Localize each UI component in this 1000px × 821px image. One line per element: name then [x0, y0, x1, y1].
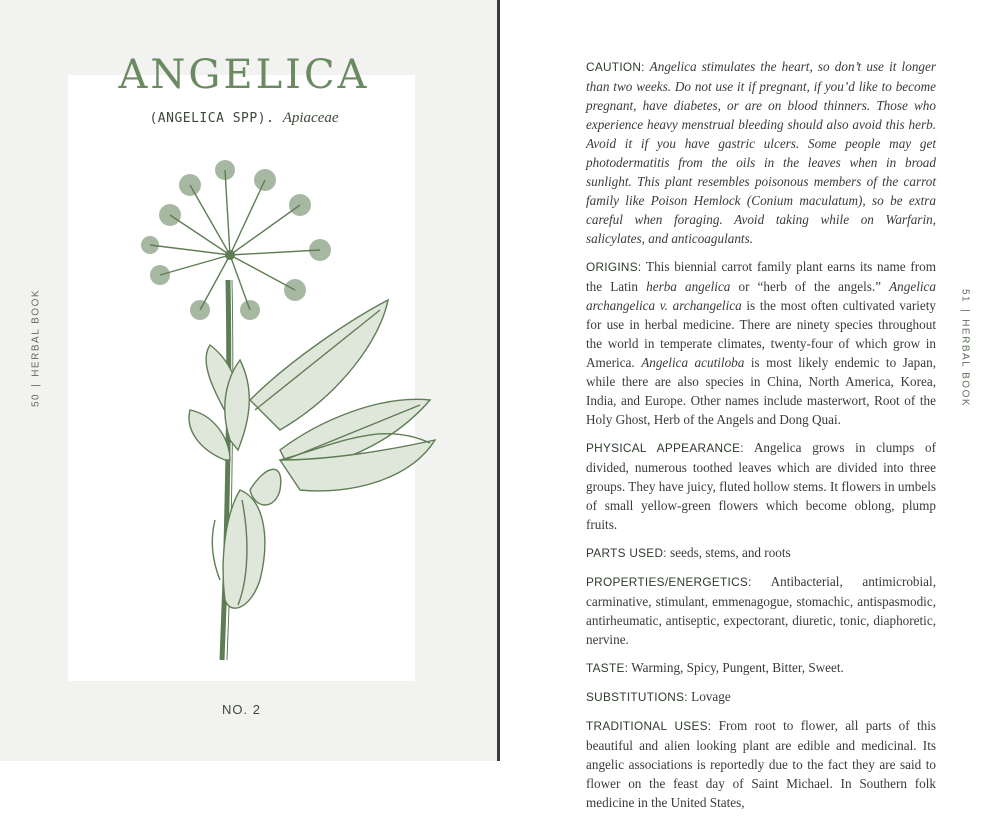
section-text: herba angelica: [646, 279, 731, 294]
section-text: Antibacterial, antimicrobial, carminative, stimulant, emmenagogue, stomachic, antispasmodic, antirheumatic, antiseptic, expectorant, diuretic, tonic, diaphoretic, nervine.: [586, 574, 936, 647]
left-running-head: [31, 289, 42, 407]
right-page-number: 51: [959, 288, 971, 304]
section-paragraph: [586, 543, 936, 563]
flower-umbel: [141, 160, 331, 320]
right-running-head: [960, 289, 971, 407]
section-label: TASTE:: [586, 661, 629, 675]
herb-subtitle: [0, 110, 488, 127]
section-text: Angelica stimulates the heart, so don’t use it longer than two weeks. Do not use it if pregnant, if you’d like to become pregnant, have diabetes, or are on blood thinners. Those who experience heavy menstrual bleeding should also avoid this herb. Avoid it if you have gastric ulcers. Some people may get photodermatitis from the oils in the leaves when in broad sunlight. This plant resembles poisonous members of the carrot family like Poison Hemlock (Conium maculatum), so be extra careful when foraging. Avoid taking while on Warfarin, salicylates, and anticoagulants.: [586, 59, 936, 246]
herb-description-column: [586, 57, 936, 821]
section-text: is most likely endemic to Japan, while there are also species in China, North America, Korea, India, and Europe. Other names include masterwort, Root of the Holy Ghost, Herb of the Angels and Dong Quai.: [586, 355, 936, 427]
plate-number: NO. 2: [222, 702, 261, 717]
separator-bar: |: [30, 382, 42, 387]
section-text: Angelica acutiloba: [641, 355, 745, 370]
section-paragraph: [586, 438, 936, 534]
left-book-title: HERBAL BOOK: [30, 288, 42, 377]
plant-family: Apiaceae: [282, 110, 339, 126]
latin-name: (ANGELICA SPP).: [149, 111, 275, 126]
section-text: Lovage: [687, 689, 731, 704]
section-text: is the most often cultivated variety for use in herbal medicine. There are ninety species throughout the world in temperate climates, twenty-four of which grow in America.: [586, 298, 936, 370]
section-text: Angelica grows in clumps of divided, numerous toothed leaves which are divided into three groups. They have juicy, fluted hollow stems. It flowers in umbels of small yellow-green flowers which become oblong, plump fruits.: [586, 440, 936, 532]
section-paragraph: [586, 57, 936, 248]
section-text: Warming, Spicy, Pungent, Bitter, Sweet.: [628, 660, 844, 675]
section-paragraph: [586, 257, 936, 429]
section-text: or “herb of the angels.”: [730, 279, 890, 294]
section-text: This biennial carrot family plant earns its name from the Latin: [586, 259, 936, 294]
herb-title: ANGELICA: [118, 52, 370, 98]
section-label: PHYSICAL APPEARANCE:: [586, 441, 744, 455]
section-paragraph: [586, 687, 936, 707]
left-page-number: 50: [30, 392, 42, 408]
angelica-plant-illustration: [130, 160, 450, 670]
section-paragraph: [586, 658, 936, 678]
section-label: TRADITIONAL USES:: [586, 719, 712, 733]
section-text: From root to flower, all parts of this beautiful and alien looking plant are edible and medicinal. Its angelic associations is reportedly due to the fact they are said to flower on the feast day of Saint Michael. In Southern folk medicine in the United States,: [586, 718, 936, 810]
separator-bar: |: [959, 309, 971, 314]
section-text: seeds, stems, and roots: [666, 545, 791, 560]
section-text: Angelica archangelica v. archangelica: [586, 279, 936, 313]
section-label: SUBSTITUTIONS:: [586, 690, 688, 704]
right-book-title: HERBAL BOOK: [959, 319, 971, 408]
section-label: CAUTION:: [586, 60, 645, 74]
section-paragraph: [586, 716, 936, 812]
section-label: PARTS USED:: [586, 546, 667, 560]
section-paragraph: [586, 572, 936, 649]
section-label: PROPERTIES/ENERGETICS:: [586, 575, 752, 589]
section-label: ORIGINS:: [586, 260, 642, 274]
